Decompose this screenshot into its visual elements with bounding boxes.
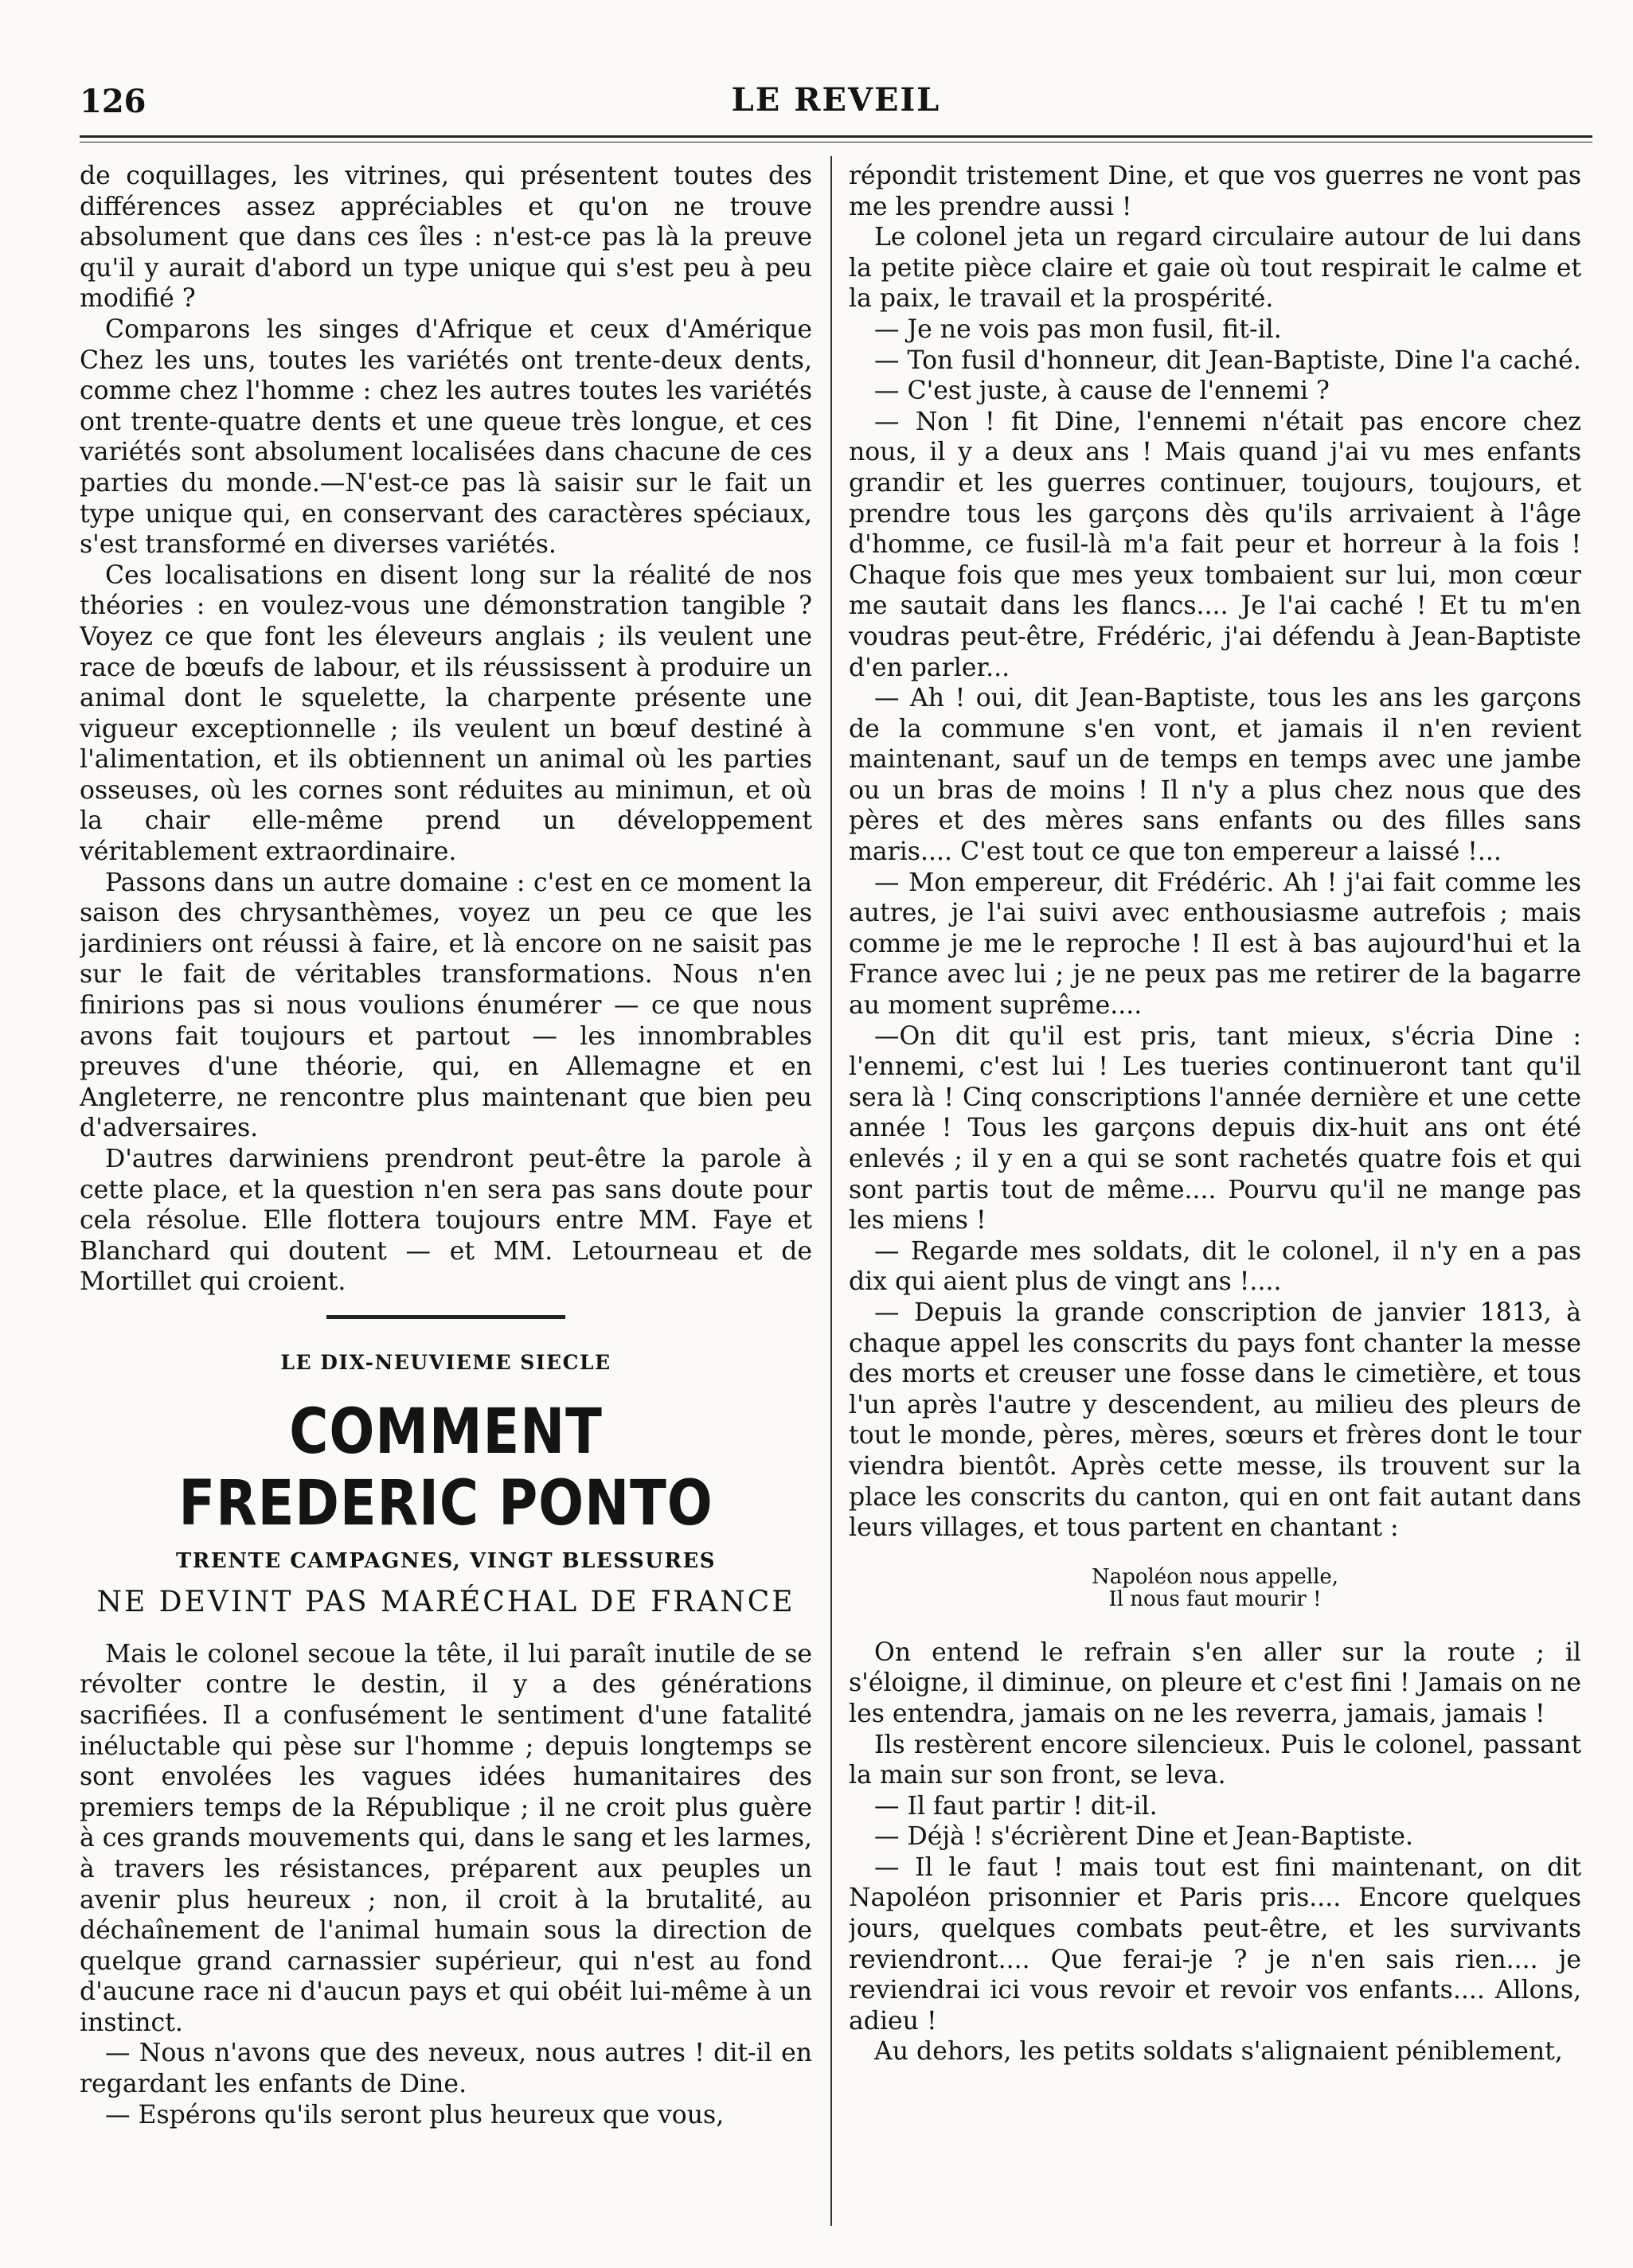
- right-column: [849, 161, 1581, 2215]
- paragraph: — Déjà ! s'écrièrent Dine et Jean-Baptiste.: [874, 1822, 1414, 1852]
- paragraph: Mais le colonel secoue la tête, il lui paraît inutile de se révolter contre le destin, il y a des générations sacrifiées. Il a confusément le sentiment d'une fatalité inéluctable qui pèse sur l'homme ; depuis longtemps se sont envolées les vagues idées humanitaires des premiers temps de la République ; il ne croit plus guère à ces grands mouvements qui, dans le sang et les larmes, à travers les résistances, préparent aux peuples un avenir plus heureux ; non, il croit à la brutalité, au déchaînement de l'animal humain sous la direction de quelque grand carnassier supérieur, qui n'est au fond d'aucune race ni d'aucun pays et qui obéit lui-même à un instinct.: [80, 1639, 812, 2037]
- running-title: LE REVEIL: [731, 81, 941, 119]
- section-kicker: LE DIX-NEUVIEME SIECLE: [280, 1350, 611, 1374]
- article-headline: COMMENT FREDERIC PONTO: [178, 1396, 713, 1540]
- header-rule: [80, 135, 1592, 138]
- page-header: [80, 76, 1592, 132]
- paragraph: — Ton fusil d'honneur, dit Jean-Baptiste, Dine l'a caché.: [874, 345, 1581, 375]
- verse-line: Napoléon nous appelle,: [1091, 1564, 1339, 1589]
- paragraph: —On dit qu'il est pris, tant mieux, s'écria Dine : l'ennemi, c'est lui ! Les tueries continueront tant qu'il sera là ! Cinq conscriptions l'année dernière et une cette année ! Tous les garçons depuis dix-huit ans ont été enlevés ; il y en a qui se sont rachetés quatre fois et qui sont partis tout de même.... Pourvu qu'il ne mange pas les miens !: [849, 1021, 1581, 1235]
- paragraph: — Je ne vois pas mon fusil, fit-il.: [874, 314, 1282, 344]
- paragraph: — Non ! fit Dine, l'ennemi n'était pas encore chez nous, il y a deux ans ! Mais quand j'ai vu mes enfants grandir et les guerres continuer, toujours, toujours, et prendre tous les garçons dès qu'ils arrivaient à l'âge d'homme, ce fusil-là m'a fait peur et horreur à la fois ! Chaque fois que mes yeux tombaient sur lui, mon cœur me sautait dans les flancs.... Je l'ai caché ! Et tu m'en voudras peut-être, Frédéric, j'ai défendu à Jean-Baptiste d'en parler...: [849, 407, 1581, 682]
- paragraph: — Nous n'avons que des neveux, nous autres ! dit-il en regardant les enfants de Dine.: [80, 2039, 812, 2099]
- page-number: 126: [80, 83, 147, 120]
- song-verse: [849, 1566, 1581, 1610]
- paragraph: de coquillages, les vitrines, qui présentent toutes des différences assez appréciables et qu'on ne trouve absolument que dans ces îles : n'est-ce pas là la preuve qu'il y aurait d'abord un type unique qui s'est peu à peu modifié ?: [80, 162, 812, 314]
- column-divider: [830, 156, 832, 2226]
- paragraph: — Espérons qu'ils seront plus heureux que vous,: [105, 2100, 725, 2129]
- paragraph: Comparons les singes d'Afrique et ceux d'Amérique Chez les uns, toutes les variétés ont trente-deux dents, comme chez l'homme : chez les autres toutes les variétés ont trente-quatre dents et une queue très longue, et ces variétés sont absolument localisées dans chacune de ces parties du monde.—N'est-ce pas là saisir sur le fait un type unique qui, en conservant des caractères spéciaux, s'est transformé en diverses variétés.: [80, 314, 812, 560]
- paragraph: Passons dans un autre domaine : c'est en ce moment la saison des chrysanthèmes, voyez un peu ce que les jardiniers ont réussi à faire, et là encore on ne saisit pas sur le fait de véritables transformations. Nous n'en finirions pas si nous voulions énumérer — ce que nous avons fait toujours et partout — les innombrables preuves d'une théorie, qui, en Allemagne et en Angleterre, ne rencontre plus maintenant que bien peu d'adversaires.: [80, 868, 812, 1143]
- paragraph: — Ah ! oui, dit Jean-Baptiste, tous les ans les garçons de la commune s'en vont, et jamais il n'en revient maintenant, sauf un de temps en temps avec une jambe ou un bras de moins ! Il n'y a plus chez nous que des pères et des mères sans enfants ou des filles sans maris.... C'est tout ce que ton empereur a laissé !...: [849, 684, 1581, 867]
- paragraph: Ces localisations en disent long sur la réalité de nos théories : en voulez-vous une démonstration tangible ? Voyez ce que font les éleveurs anglais ; ils veulent une race de bœufs de labour, et ils réussissent à produire un animal dont le squelette, la charpente présente une vigueur exceptionnelle ; ils veulent un bœuf destiné à l'alimentation, et ils obtiennent un animal où les parties osseuses, où les cornes sont réduites au minimun, et où la chair elle-même prend un développement véritablement extraordinaire.: [80, 560, 812, 867]
- section-separator: [326, 1315, 565, 1319]
- paragraph: — Depuis la grande conscription de janvier 1813, à chaque appel les conscrits du pays font chanter la messe des morts et creuser une fosse dans le cimetière, et tous l'un après l'autre y descendent, au milieu des pleurs de tout le monde, pères, mères, sœurs et frères dont le tour viendra bientôt. Après cette messe, ils trouvent sur la place les conscrits du canton, qui en ont fait autant dans leurs villages, et tous partent en chantant :: [849, 1298, 1581, 1543]
- paragraph: — Il le faut ! mais tout est fini maintenant, on dit Napoléon prisonnier et Paris pris.... Encore quelques jours, quelques combats peut-être, et les survivants reviendront.... Que ferai-je ? je n'en sais rien.... je reviendrai ici vous revoir et revoir vos enfants.... Allons, adieu !: [849, 1852, 1581, 2036]
- paragraph: On entend le refrain s'en aller sur la route ; il s'éloigne, il diminue, on pleure et c'est fini ! Jamais on ne les entendra, jamais on ne les reverra, jamais, jamais !: [849, 1638, 1581, 1728]
- paragraph: — Il faut partir ! dit-il.: [874, 1791, 1158, 1821]
- paragraph: Ils restèrent encore silencieux. Puis le colonel, passant la main sur son front, se leva.: [849, 1730, 1581, 1790]
- verse-line: Il nous faut mourir !: [1108, 1587, 1322, 1611]
- paragraph: — C'est juste, à cause de l'ennemi ?: [874, 377, 1330, 406]
- paragraph: — Mon empereur, dit Frédéric. Ah ! j'ai fait comme les autres, je l'ai suivi avec enthousiasme autrefois ; mais comme je me le reproche ! Il est à bas aujourd'hui et la France avec lui ; je ne peux pas me retirer de la bagarre au moment suprême....: [849, 868, 1581, 1021]
- paragraph: Le colonel jeta un regard circulaire autour de lui dans la petite pièce claire et gaie où tout respirait le calme et la paix, le travail et la prospérité.: [849, 223, 1581, 314]
- paragraph: répondit tristement Dine, et que vos guerres ne vont pas me les prendre aussi !: [849, 162, 1581, 221]
- article-deck-1: TRENTE CAMPAGNES, VINGT BLESSURES: [175, 1548, 717, 1573]
- paragraph: D'autres darwiniens prendront peut-être la parole à cette place, et la question n'en sera pas sans doute pour cela résolue. Elle flottera toujours entre MM. Faye et Blanchard qui doutent — et MM. Letourneau et de Mortillet qui croient.: [80, 1145, 812, 1297]
- article-deck-2: NE DEVINT PAS MARÉCHAL DE FRANCE: [96, 1586, 795, 1619]
- paragraph: — Regarde mes soldats, dit le colonel, il n'y en a pas dix qui aient plus de vingt ans !....: [849, 1236, 1581, 1297]
- left-column: [80, 161, 812, 2215]
- paragraph: Au dehors, les petits soldats s'alignaient péniblement,: [874, 2037, 1563, 2067]
